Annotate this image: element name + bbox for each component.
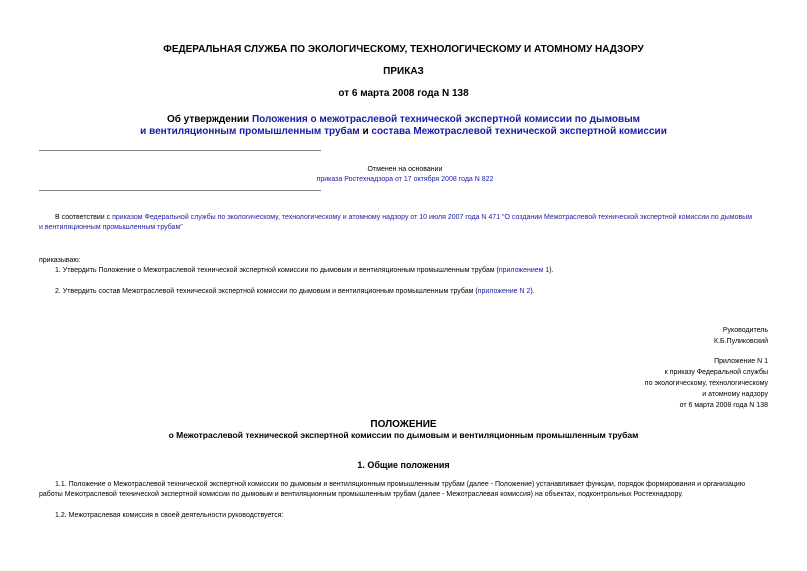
document-title: [0, 114, 807, 125]
appendix-line-3: по экологическому, технологическому: [644, 380, 768, 387]
order-471-link[interactable]: приказом Федеральной службы по экологическому, технологическому и атомному надзору от 10 июля 2007 года N 471 "О создании Межотраслевой технической экспертной комиссии по дымовым: [112, 214, 753, 221]
divider-bottom: [39, 190, 321, 191]
divider-top: [39, 150, 321, 151]
order-item-2-text: 2. Утвердить состав Межотраслевой технической экспертной комиссии по дымовым и вентиляционным промышленным трубам (: [55, 288, 478, 295]
order-item-1-end: ).: [549, 267, 554, 274]
title-mid: и: [359, 126, 372, 137]
document-title-line2: [0, 126, 807, 137]
section-heading: 1. Общие положения: [357, 460, 450, 470]
regulation-link-cont[interactable]: и вентиляционным промышленным трубам: [140, 126, 360, 137]
revocation-link[interactable]: приказа Ростехнадзора от 17 октября 2008 года N 822: [316, 176, 494, 183]
order-item-2-end: ).: [530, 288, 535, 295]
agency-name: ФЕДЕРАЛЬНАЯ СЛУЖБА ПО ЭКОЛОГИЧЕСКОМУ, ТЕХНОЛОГИЧЕСКОМУ И АТОМНОМУ НАДЗОРУ: [163, 44, 644, 55]
order-item-1-text: 1. Утвердить Положение о Межотраслевой технической экспертной комиссии по дымовым и вентиляционным промышленным трубам (: [55, 267, 499, 274]
paragraph-1-1: 1.1. Положение о Межотраслевой технической экспертной комиссии по дымовым и вентиляционным промышленным трубам (далее - Положение) устанавливает функции, порядок формирования и организацию: [55, 481, 746, 488]
regulation-subtitle: о Межотраслевой технической экспертной комиссии по дымовым и вентиляционным промышленным трубам: [168, 430, 639, 440]
appendix-2-link[interactable]: приложение N 2: [477, 288, 531, 295]
appendix-1-link[interactable]: приложением 1: [498, 267, 550, 274]
regulation-title: ПОЛОЖЕНИЕ: [370, 419, 437, 430]
title-prefix: Об утверждении: [166, 114, 252, 125]
order-lead: приказываю:: [39, 257, 81, 264]
composition-link[interactable]: состава Межотраслевой технической экспертной комиссии: [371, 126, 667, 137]
order-item-1: [55, 266, 775, 276]
signature-name: К.Б.Пуликовский: [714, 338, 768, 345]
appendix-line-2: к приказу Федеральной службы: [664, 369, 768, 376]
appendix-line-1: Приложение N 1: [714, 358, 768, 365]
preamble-line1: [55, 213, 785, 223]
preamble-prefix: В соответствии с: [55, 214, 113, 221]
revocation-text: Отменен на основании: [367, 166, 443, 173]
document-type: ПРИКАЗ: [383, 66, 424, 77]
appendix-line-5: от 6 марта 2008 года N 138: [679, 402, 768, 409]
paragraph-1-2: 1.2. Межотраслевая комиссия в своей деятельности руководствуется:: [55, 512, 284, 519]
paragraph-1-1-cont: работы Межотраслевой технической экспертной комиссии по дымовым и вентиляционным промышленным трубам (далее - Межотраслевая комиссия) на объектах, подконтрольных Ростехнадзору.: [39, 491, 684, 498]
order-item-2: [55, 287, 775, 297]
appendix-line-4: и атомному надзору: [702, 391, 768, 398]
order-471-link-cont[interactable]: и вентиляционным промышленным трубам": [39, 224, 183, 231]
document-date: от 6 марта 2008 года N 138: [338, 88, 469, 99]
signature-role: Руководитель: [722, 327, 768, 334]
regulation-link[interactable]: Положения о межотраслевой технической экспертной комиссии по дымовым: [251, 114, 641, 125]
